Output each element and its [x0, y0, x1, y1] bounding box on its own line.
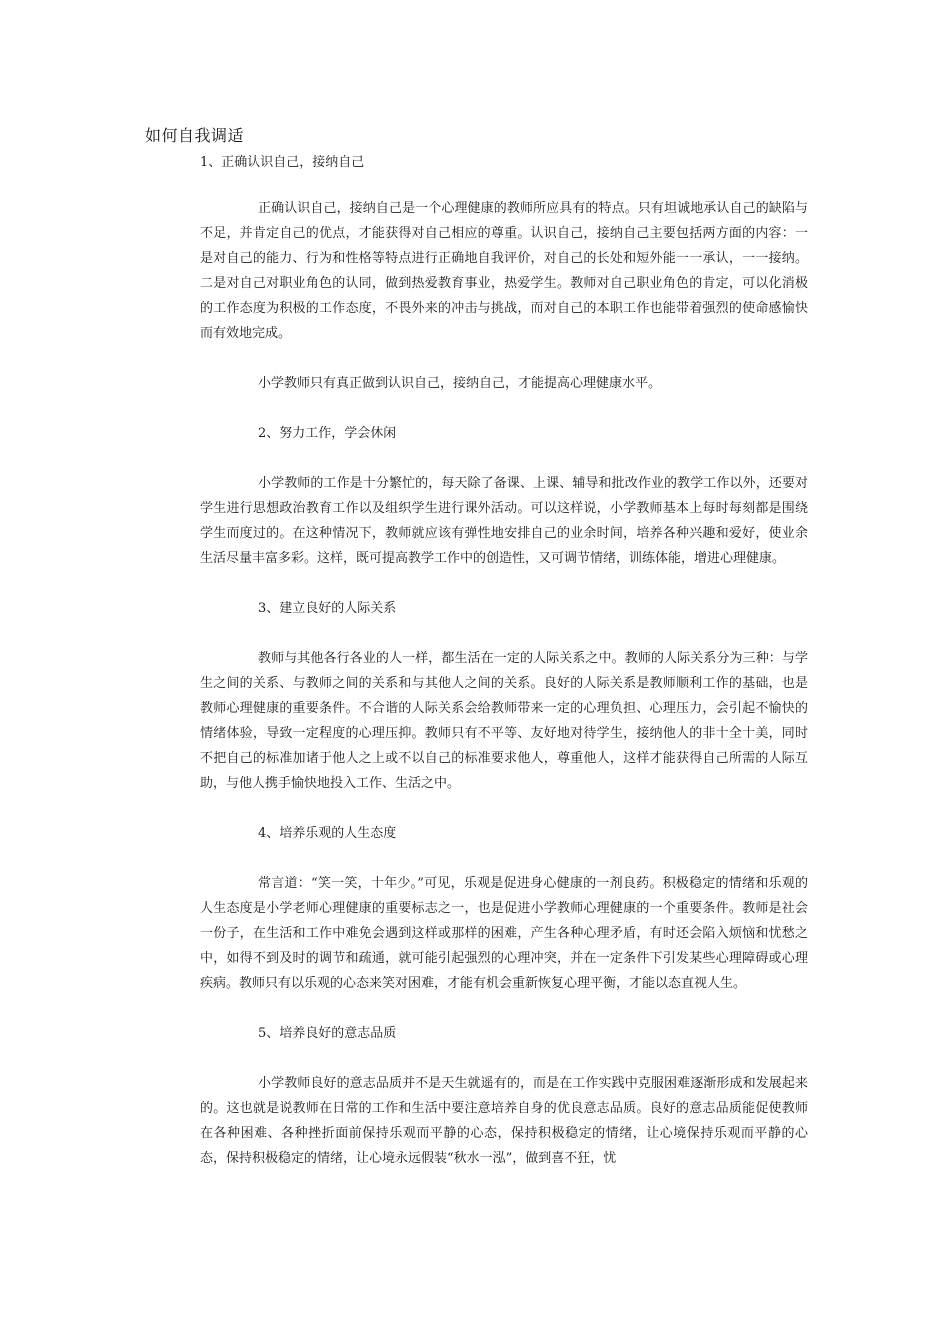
section-1-paragraph-2: 小学教师只有真正做到认识自己，接纳自己，才能提高心理健康水平。: [258, 376, 662, 391]
document-body: [200, 196, 808, 1196]
section-3-paragraph-1: 教师与其他各行各业的人一样，都生活在一定的人际关系之中。教师的人际关系分为三种：与学生之间的关系、与教师之间的关系和与其他人之间的关系。良好的人际关系是教师顺利工作的基础，也是教师心理健康的重要条件。不合谐的人际关系会给教师带来一定的心理负担、心理压力，会引起不愉快的情绪体验，导致一定程度的心理压抑。教师只有不平等、友好地对待学生，接纳他人的非十全十美，同时不把自己的标准加诸于他人之上或不以自己的标准要求他人，尊重他人，这样才能获得自己所需的人际互助，与他人携手愉快地投入工作、生活之中。: [200, 651, 808, 791]
section-heading-2: 2、努力工作，学会休闲: [258, 426, 397, 441]
section-heading-3: 3、建立良好的人际关系: [258, 601, 397, 616]
section-4-paragraph-1: 常言道：“笑一笑，十年少。”可见，乐观是促进身心健康的一剂良药。积极稳定的情绪和乐观的人生态度是小学老师心理健康的重要标志之一，也是促进小学教师心理健康的一个重要条件。教师是社会一份子，在生活和工作中难免会遇到这样或那样的困难，产生各种心理矛盾，有时还会陷入烦恼和忧愁之中，如得不到及时的调节和疏通，就可能引起强烈的心理冲突，并在一定条件下引发某些心理障碍或心理疾病。教师只有以乐观的心态来笑对困难，才能有机会重新恢复心理平衡，才能以态直视人生。: [200, 876, 808, 991]
section-heading-5: 5、培养良好的意志品质: [258, 1026, 397, 1041]
section-2-paragraph-1: 小学教师的工作是十分繁忙的，每天除了备课、上课、辅导和批改作业的教学工作以外，还要对学生进行思想政治教育工作以及组织学生进行课外活动。可以这样说，小学教师基本上每时每刻都是围绕学生而度过的。在这种情况下，教师就应该有弹性地安排自己的业余时间，培养各种兴趣和爱好，使业余生活尽量丰富多彩。这样，既可提高教学工作中的创造性，又可调节情绪，训练体能，增进心理健康。: [200, 476, 808, 566]
section-heading-1: 1、正确认识自己，接纳自己: [200, 155, 365, 170]
section-5-paragraph-1: 小学教师良好的意志品质并不是天生就遥有的，而是在工作实践中克服困难逐渐形成和发展起来的。这也就是说教师在日常的工作和生活中要注意培养自身的优良意志品质。良好的意志品质能促使教师在各种困难、各种挫折面前保持乐观而平静的心态，保持积极稳定的情绪，让心境保持乐观而平静的心态，保持积极稳定的情绪，让心境永远假装“秋水一泓”，做到喜不狂，忧: [200, 1076, 808, 1166]
document-title: 如何自我调适: [145, 126, 245, 145]
section-1-paragraph-1: 正确认识自己，接纳自己是一个心理健康的教师所应具有的特点。只有坦诚地承认自己的缺陷与不足，并肯定自己的优点，才能获得对自己相应的尊重。认识自己，接纳自己主要包括两方面的内容：一是对自己的能力、行为和性格等特点进行正确地自我评价，对自己的长处和短外能一一承认，一一接纳。二是对自己对职业角色的认同，做到热爱教育事业，热爱学生。教师对自己职业角色的肯定，可以化消极的工作态度为积极的工作态度，不畏外来的冲击与挑战，而对自己的本职工作也能带着强烈的使命感愉快而有效地完成。: [200, 201, 808, 341]
section-heading-4: 4、培养乐观的人生态度: [258, 826, 397, 841]
